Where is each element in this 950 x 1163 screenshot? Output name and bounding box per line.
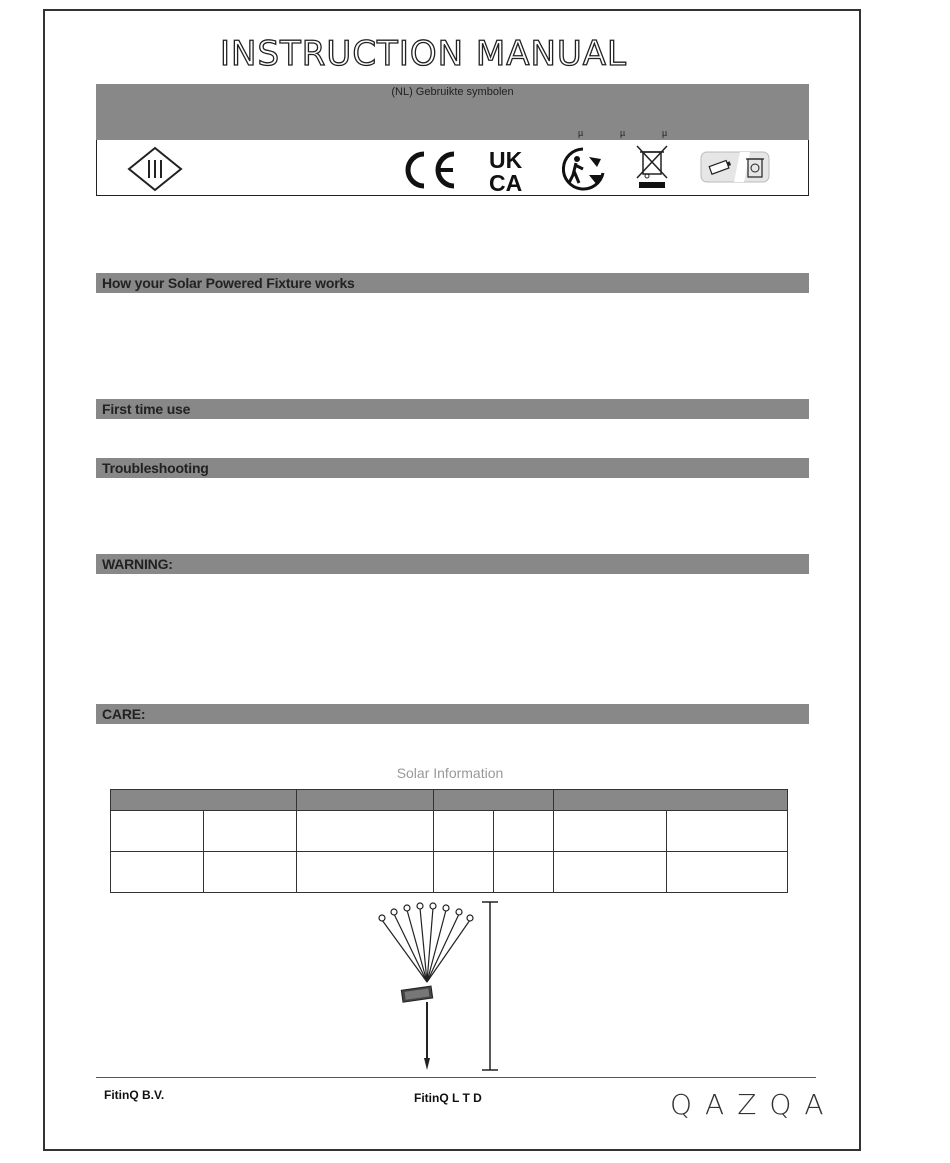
solar-stake-light-illustration xyxy=(370,898,510,1074)
solar-table-header-row xyxy=(111,790,788,811)
battery-recycling-icon xyxy=(700,151,770,183)
section-how-it-works-label: How your Solar Powered Fixture works xyxy=(102,275,355,291)
section-warning xyxy=(96,554,809,574)
symbols-header-bar xyxy=(96,84,809,140)
symbol-marker: µ xyxy=(620,128,626,138)
table-cell xyxy=(494,852,554,893)
table-cell xyxy=(111,852,204,893)
table-cell xyxy=(204,852,297,893)
section-care-label: CARE: xyxy=(102,706,146,722)
solar-table-header-cell xyxy=(434,790,554,811)
solar-table-header-cell xyxy=(111,790,297,811)
ukca-mark-icon xyxy=(487,146,537,194)
table-cell xyxy=(494,811,554,852)
weee-bin-icon xyxy=(633,144,673,192)
section-care xyxy=(96,704,809,724)
table-cell xyxy=(667,852,788,893)
table-cell xyxy=(667,811,788,852)
footer-company-center: FitinQ L T D xyxy=(414,1091,482,1105)
symbols-header-text: (NL) Gebruikte symbolen xyxy=(391,86,514,98)
ukca-line-2: CA xyxy=(489,170,523,194)
solar-table-header-cell xyxy=(554,790,788,811)
table-cell xyxy=(204,811,297,852)
ce-mark-icon xyxy=(400,148,460,190)
table-cell xyxy=(434,811,494,852)
document-title: INSTRUCTION MANUAL xyxy=(220,34,627,74)
class-iii-icon xyxy=(127,146,183,192)
symbols-row xyxy=(96,140,809,196)
qazqa-logo: QAZQA xyxy=(670,1088,837,1121)
section-troubleshooting xyxy=(96,458,809,478)
table-cell xyxy=(297,811,434,852)
table-row xyxy=(111,811,788,852)
ukca-line-1: UK xyxy=(489,147,523,173)
solar-information-title: Solar Information xyxy=(396,765,504,781)
section-first-time-use xyxy=(96,399,809,419)
solar-information-table xyxy=(110,789,788,893)
footer-divider xyxy=(96,1077,816,1078)
solar-table-header-cell xyxy=(297,790,434,811)
table-cell xyxy=(111,811,204,852)
table-cell xyxy=(554,852,667,893)
table-cell xyxy=(554,811,667,852)
section-how-it-works xyxy=(96,273,809,293)
symbol-marker: µ xyxy=(662,128,668,138)
section-troubleshooting-label: Troubleshooting xyxy=(102,460,209,476)
table-cell xyxy=(297,852,434,893)
triman-recycling-icon xyxy=(559,145,609,193)
symbol-marker: µ xyxy=(578,128,584,138)
section-warning-label: WARNING: xyxy=(102,556,173,572)
section-first-time-use-label: First time use xyxy=(102,401,191,417)
footer-company-left: FitinQ B.V. xyxy=(104,1088,165,1102)
table-row xyxy=(111,852,788,893)
table-cell xyxy=(434,852,494,893)
